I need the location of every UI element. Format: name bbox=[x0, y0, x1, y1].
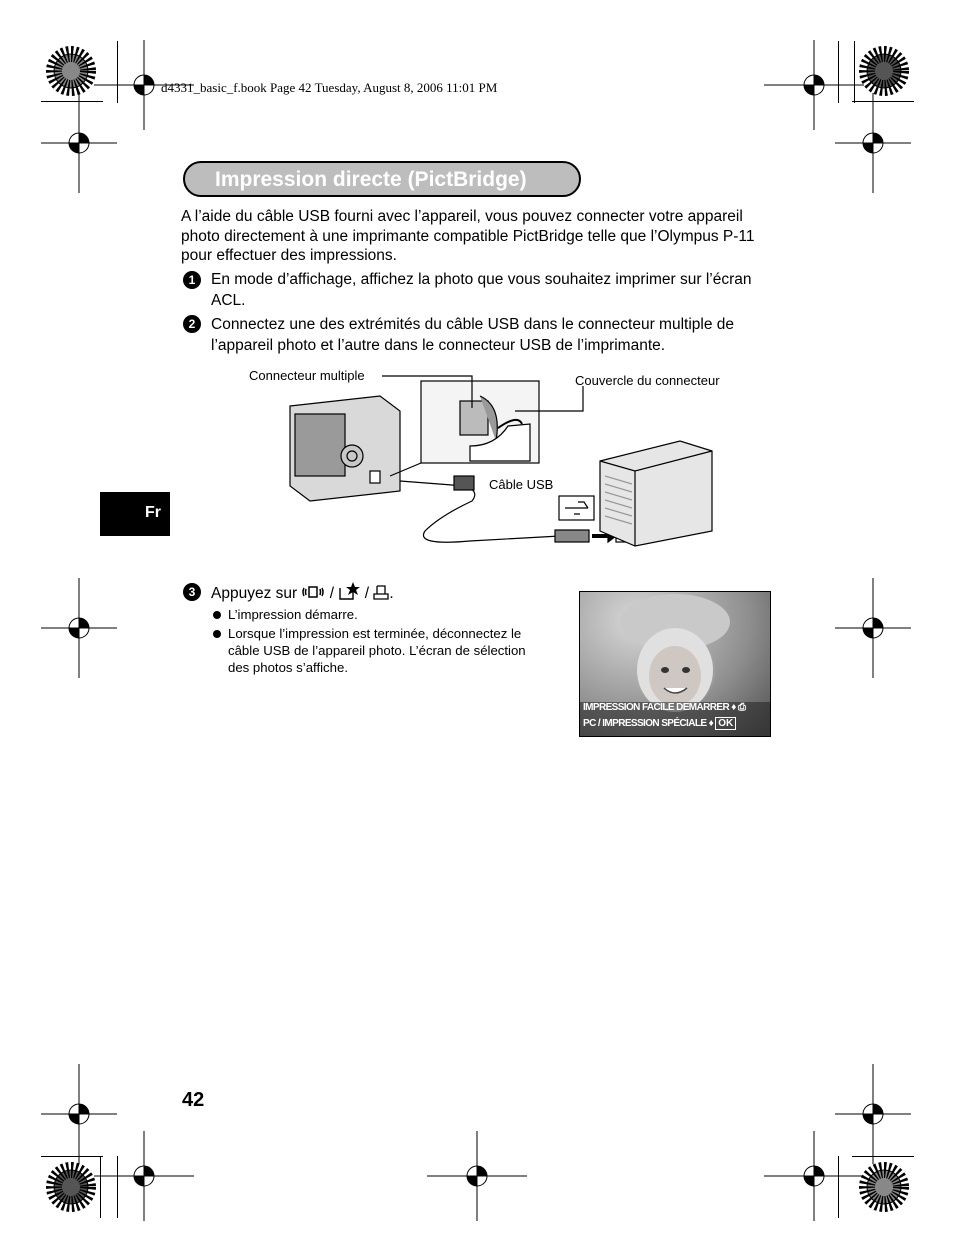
step-1-text: En mode d’affichage, affichez la photo que vous souhaitez imprimer sur l’écran ACL. bbox=[211, 271, 752, 309]
camera-screen-preview bbox=[579, 591, 771, 737]
language-tab bbox=[100, 492, 170, 536]
step-1-number: 1 bbox=[183, 271, 201, 289]
print-icon bbox=[373, 584, 389, 600]
step-2-text: Connectez une des extrémités du câble USB dans le connecteur multiple de l’appareil photo et l’autre dans le connecteur USB de l’imprimante. bbox=[211, 316, 734, 354]
step-2-number: 2 bbox=[183, 315, 201, 333]
screen-line-1: IMPRESSION FACILE DEMARRER ♦ ⎙ bbox=[583, 702, 746, 713]
screen-line-2: PC / IMPRESSION SPÉCIALE ♦ OK bbox=[583, 717, 736, 730]
child-photo bbox=[580, 592, 770, 736]
step-3-line: Appuyez sur / / . bbox=[211, 582, 394, 604]
bullet-list bbox=[212, 606, 542, 678]
section-title bbox=[183, 161, 581, 197]
intro-paragraph: A l’aide du câble USB fourni avec l’appareil, vous pouvez connecter votre appareil photo directement à une imprimante compatible PictBridge telle que l’Olympus P-11 pour effectuer des impressions. bbox=[181, 208, 755, 264]
step-3-number: 3 bbox=[183, 583, 201, 601]
screen-print-icon: ⎙ bbox=[737, 702, 746, 713]
list-item: L’impression démarre. bbox=[212, 606, 542, 623]
list-item: Lorsque l’impression est terminée, déconnectez le câble USB de l’appareil photo. L’écran de sélection des photos s’affiche. bbox=[212, 625, 542, 676]
section-title-text: Impression directe (PictBridge) bbox=[215, 168, 527, 191]
screen-ok-badge: OK bbox=[715, 717, 736, 730]
page-number: 42 bbox=[182, 1089, 205, 1111]
step-3-suffix: . bbox=[389, 585, 394, 602]
language-tab-label: Fr bbox=[145, 504, 161, 521]
stabilizer-button-icon bbox=[301, 584, 325, 600]
usb-connection-illustration bbox=[240, 366, 760, 556]
label-connecteur-multiple: Connecteur multiple bbox=[249, 368, 365, 383]
favorite-print-icon bbox=[338, 582, 360, 600]
label-couvercle-connecteur: Couvercle du connecteur bbox=[575, 373, 720, 388]
step-3-prefix: Appuyez sur bbox=[211, 585, 298, 602]
label-cable-usb: Câble USB bbox=[489, 477, 554, 492]
book-header: d4331_basic_f.book Page 42 Tuesday, August 8, 2006 11:01 PM bbox=[161, 80, 498, 95]
